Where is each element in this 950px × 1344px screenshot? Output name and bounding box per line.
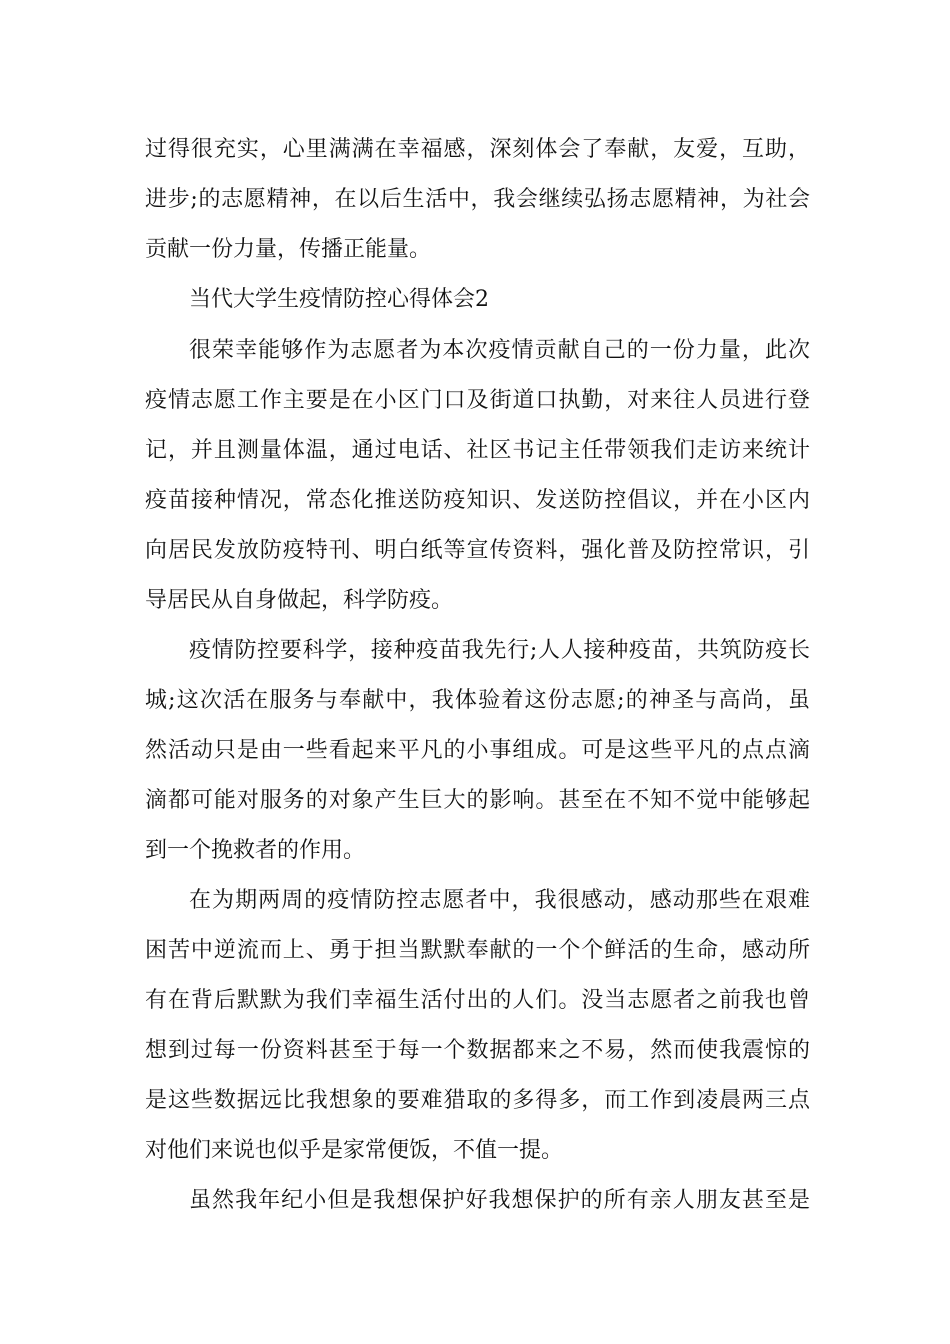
text-line: 然活动只是由一些看起来平凡的小事组成。可是这些平凡的点点滴 (145, 738, 810, 763)
text-line: 城;这次活在服务与奉献中，我体验着这份志愿;的神圣与高尚，虽 (145, 688, 810, 713)
text-line: 在为期两周的疫情防控志愿者中，我很感动，感动那些在艰难 (189, 888, 810, 913)
text-line: 疫情防控要科学，接种疫苗我先行;人人接种疫苗，共筑防疫长 (189, 638, 810, 663)
text-line: 贡献一份力量，传播正能量。 (145, 237, 432, 262)
text-line: 想到过每一份资料甚至于每一个数据都来之不易，然而使我震惊的 (145, 1038, 810, 1063)
text-line: 对他们来说也似乎是家常便饭，不值一提。 (145, 1138, 564, 1163)
text-line: 过得很充实，心里满满在幸福感，深刻体会了奉献，友爱，互助， (145, 137, 810, 162)
text-line: 疫情志愿工作主要是在小区门口及街道口执勤，对来往人员进行登 (145, 388, 810, 413)
section-heading: 当代大学生疫情防控心得体会2 (189, 287, 489, 312)
text-line: 滴都可能对服务的对象产生巨大的影响。甚至在不知不觉中能够起 (145, 788, 810, 813)
text-line: 疫苗接种情况，常态化推送防疫知识、发送防控倡议，并在小区内 (145, 488, 810, 513)
text-line: 到一个挽救者的作用。 (145, 838, 366, 863)
text-line: 记，并且测量体温，通过电话、社区书记主任带领我们走访来统计 (145, 438, 810, 463)
text-line: 困苦中逆流而上、勇于担当默默奉献的一个个鲜活的生命，感动所 (145, 938, 810, 963)
text-line: 有在背后默默为我们幸福生活付出的人们。没当志愿者之前我也曾 (145, 988, 810, 1013)
text-line: 是这些数据远比我想象的要难猎取的多得多，而工作到凌晨两三点 (145, 1088, 810, 1113)
text-line: 很荣幸能够作为志愿者为本次疫情贡献自己的一份力量，此次 (189, 338, 810, 363)
text-line: 虽然我年纪小但是我想保护好我想保护的所有亲人朋友甚至是 (189, 1188, 810, 1213)
text-line: 进步;的志愿精神，在以后生活中，我会继续弘扬志愿精神，为社会 (145, 187, 810, 212)
text-line: 向居民发放防疫特刊、明白纸等宣传资料，强化普及防控常识，引 (145, 538, 810, 563)
text-line: 导居民从自身做起，科学防疫。 (145, 588, 454, 613)
